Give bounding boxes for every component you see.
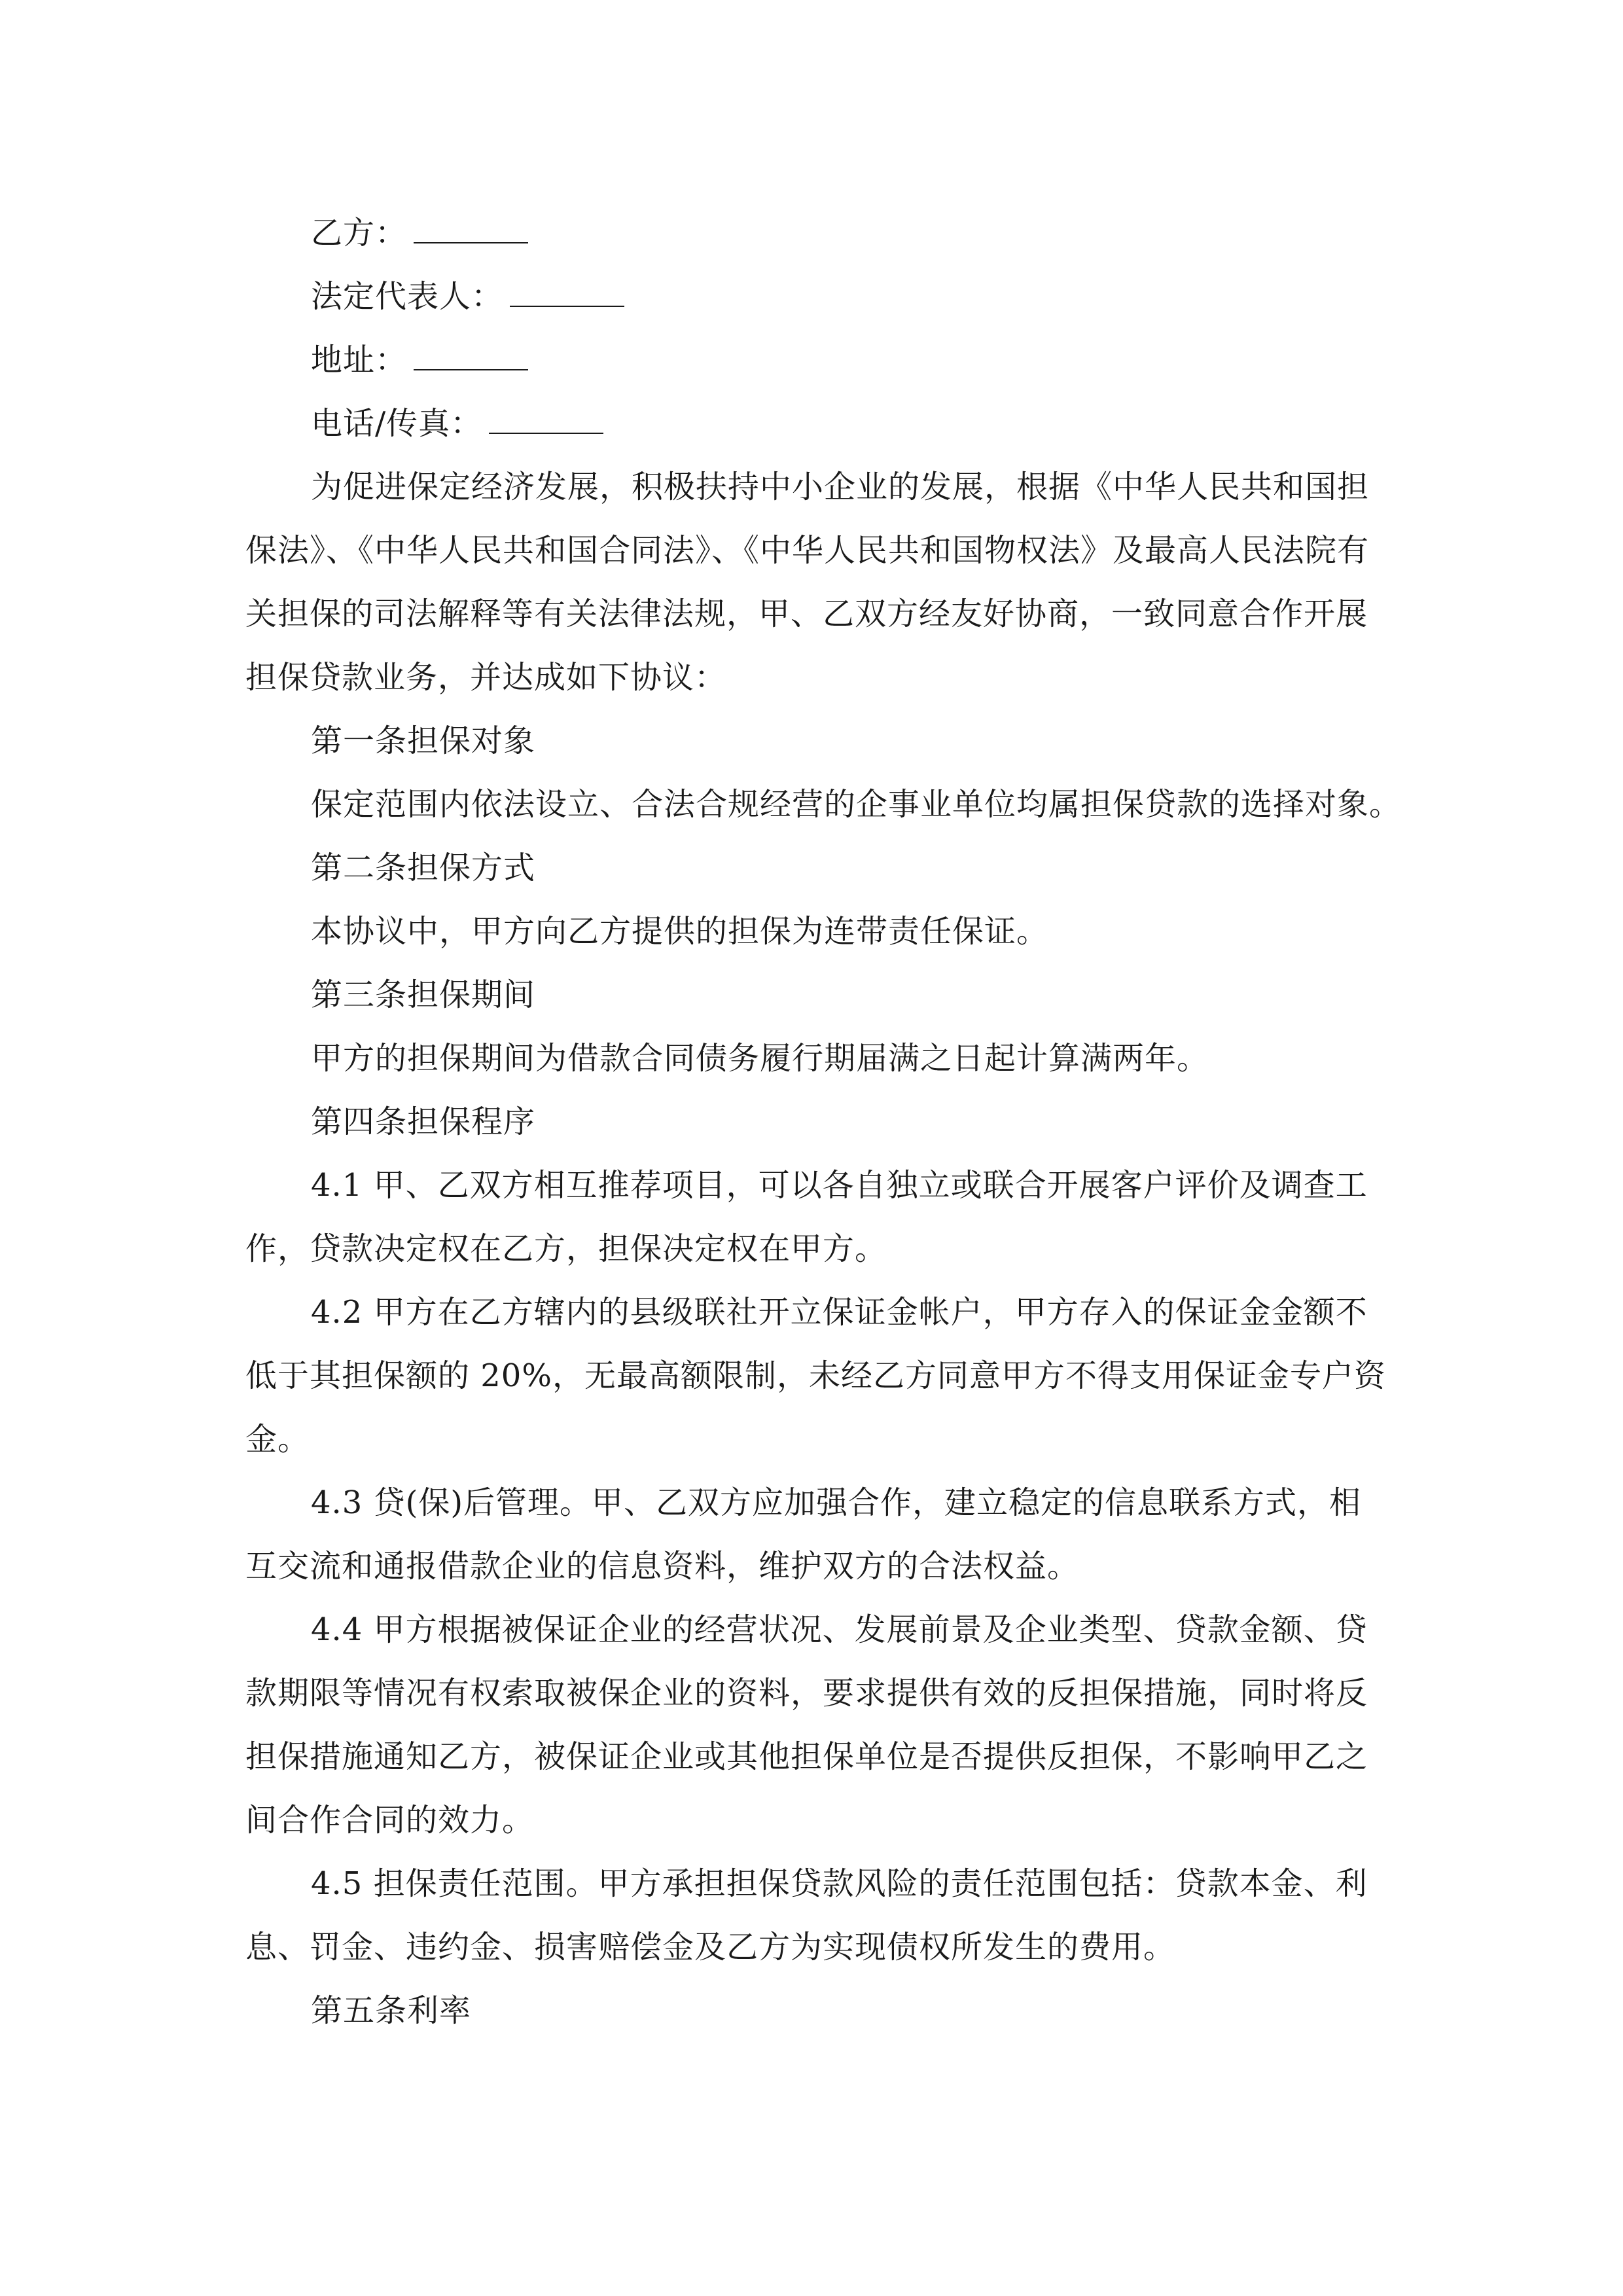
clause-line: 互交流和通报借款企业的信息资料，维护双方的合法权益。 xyxy=(245,1548,1080,1585)
clause-line: 4.2 甲方在乙方辖内的县级联社开立保证金帐户，甲方存入的保证金金额不 xyxy=(311,1294,1368,1331)
party-b-phone-blank xyxy=(489,406,603,434)
clause-line: 担保措施通知乙方，被保证企业或其他担保单位是否提供反担保，不影响甲乙之 xyxy=(245,1738,1368,1775)
party-b-address-blank xyxy=(414,343,528,370)
clause-4-4 xyxy=(245,1598,1387,1852)
clause-4-3 xyxy=(245,1471,1387,1598)
document-body xyxy=(245,202,1402,2043)
article5-heading: 第五条利率 xyxy=(311,1992,472,2029)
clause-line: 息、罚金、违约金、损害赔偿金及乙方为实现债权所发生的费用。 xyxy=(245,1929,1176,1965)
party-b-name-label: 乙方： xyxy=(311,215,408,251)
party-b-name-blank xyxy=(414,216,528,243)
clause-line: 间合作合同的效力。 xyxy=(245,1802,535,1839)
party-b-rep-row xyxy=(245,265,1387,329)
article2-text: 本协议中，甲方向乙方提供的担保为连带责任保证。 xyxy=(311,913,1049,950)
clause-line: 4.5 担保责任范围。甲方承担担保贷款风险的责任范围包括：贷款本金、利 xyxy=(311,1865,1368,1902)
clause-line: 金。 xyxy=(245,1421,310,1458)
clause-line: 低于其担保额的 20%，无最高额限制，未经乙方同意甲方不得支用保证金专户资 xyxy=(245,1357,1386,1394)
clause-4-5 xyxy=(245,1852,1387,1979)
intro-line: 担保贷款业务，并达成如下协议： xyxy=(245,659,727,696)
party-b-address-row xyxy=(245,329,1387,392)
party-b-rep-label: 法定代表人： xyxy=(311,278,504,315)
clause-line: 4.1 甲、乙双方相互推荐项目，可以各自独立或联合开展客户评价及调查工 xyxy=(311,1167,1368,1204)
article4-heading: 第四条担保程序 xyxy=(311,1103,536,1140)
clause-4-2 xyxy=(245,1281,1387,1471)
intro-line: 保法》、《中华人民共和国合同法》、《中华人民共和国物权法》及最高人民法院有 xyxy=(245,532,1370,569)
party-b-name-row xyxy=(245,202,1387,265)
intro-line: 关担保的司法解释等有关法律法规，甲、乙双方经友好协商，一致同意合作开展 xyxy=(245,596,1368,632)
article1-text: 保定范围内依法设立、合法合规经营的企事业单位均属担保贷款的选择对象。 xyxy=(311,786,1402,823)
intro-paragraph xyxy=(245,456,1387,709)
clause-line: 款期限等情况有权索取被保企业的资料，要求提供有效的反担保措施，同时将反 xyxy=(245,1675,1368,1712)
article3-text: 甲方的担保期间为借款合同债务履行期届满之日起计算满两年。 xyxy=(311,1040,1209,1077)
clause-line: 作，贷款决定权在乙方，担保决定权在甲方。 xyxy=(245,1230,887,1267)
party-b-phone-row xyxy=(245,392,1387,456)
article2-heading: 第二条担保方式 xyxy=(311,850,536,886)
clause-4-1 xyxy=(245,1154,1387,1281)
party-b-address-label: 地址： xyxy=(311,342,408,378)
intro-line: 为促进保定经济发展，积极扶持中小企业的发展，根据《中华人民共和国担 xyxy=(311,469,1370,505)
article3-heading: 第三条担保期间 xyxy=(311,977,536,1013)
party-b-phone-label: 电话/传真： xyxy=(311,405,483,442)
clause-line: 4.3 贷(保)后管理。甲、乙双方应加强合作，建立稳定的信息联系方式，相 xyxy=(311,1484,1362,1521)
article1-heading: 第一条担保对象 xyxy=(311,723,536,759)
clause-line: 4.4 甲方根据被保证企业的经营状况、发展前景及企业类型、贷款金额、贷 xyxy=(311,1611,1368,1648)
party-b-rep-blank xyxy=(510,279,624,307)
